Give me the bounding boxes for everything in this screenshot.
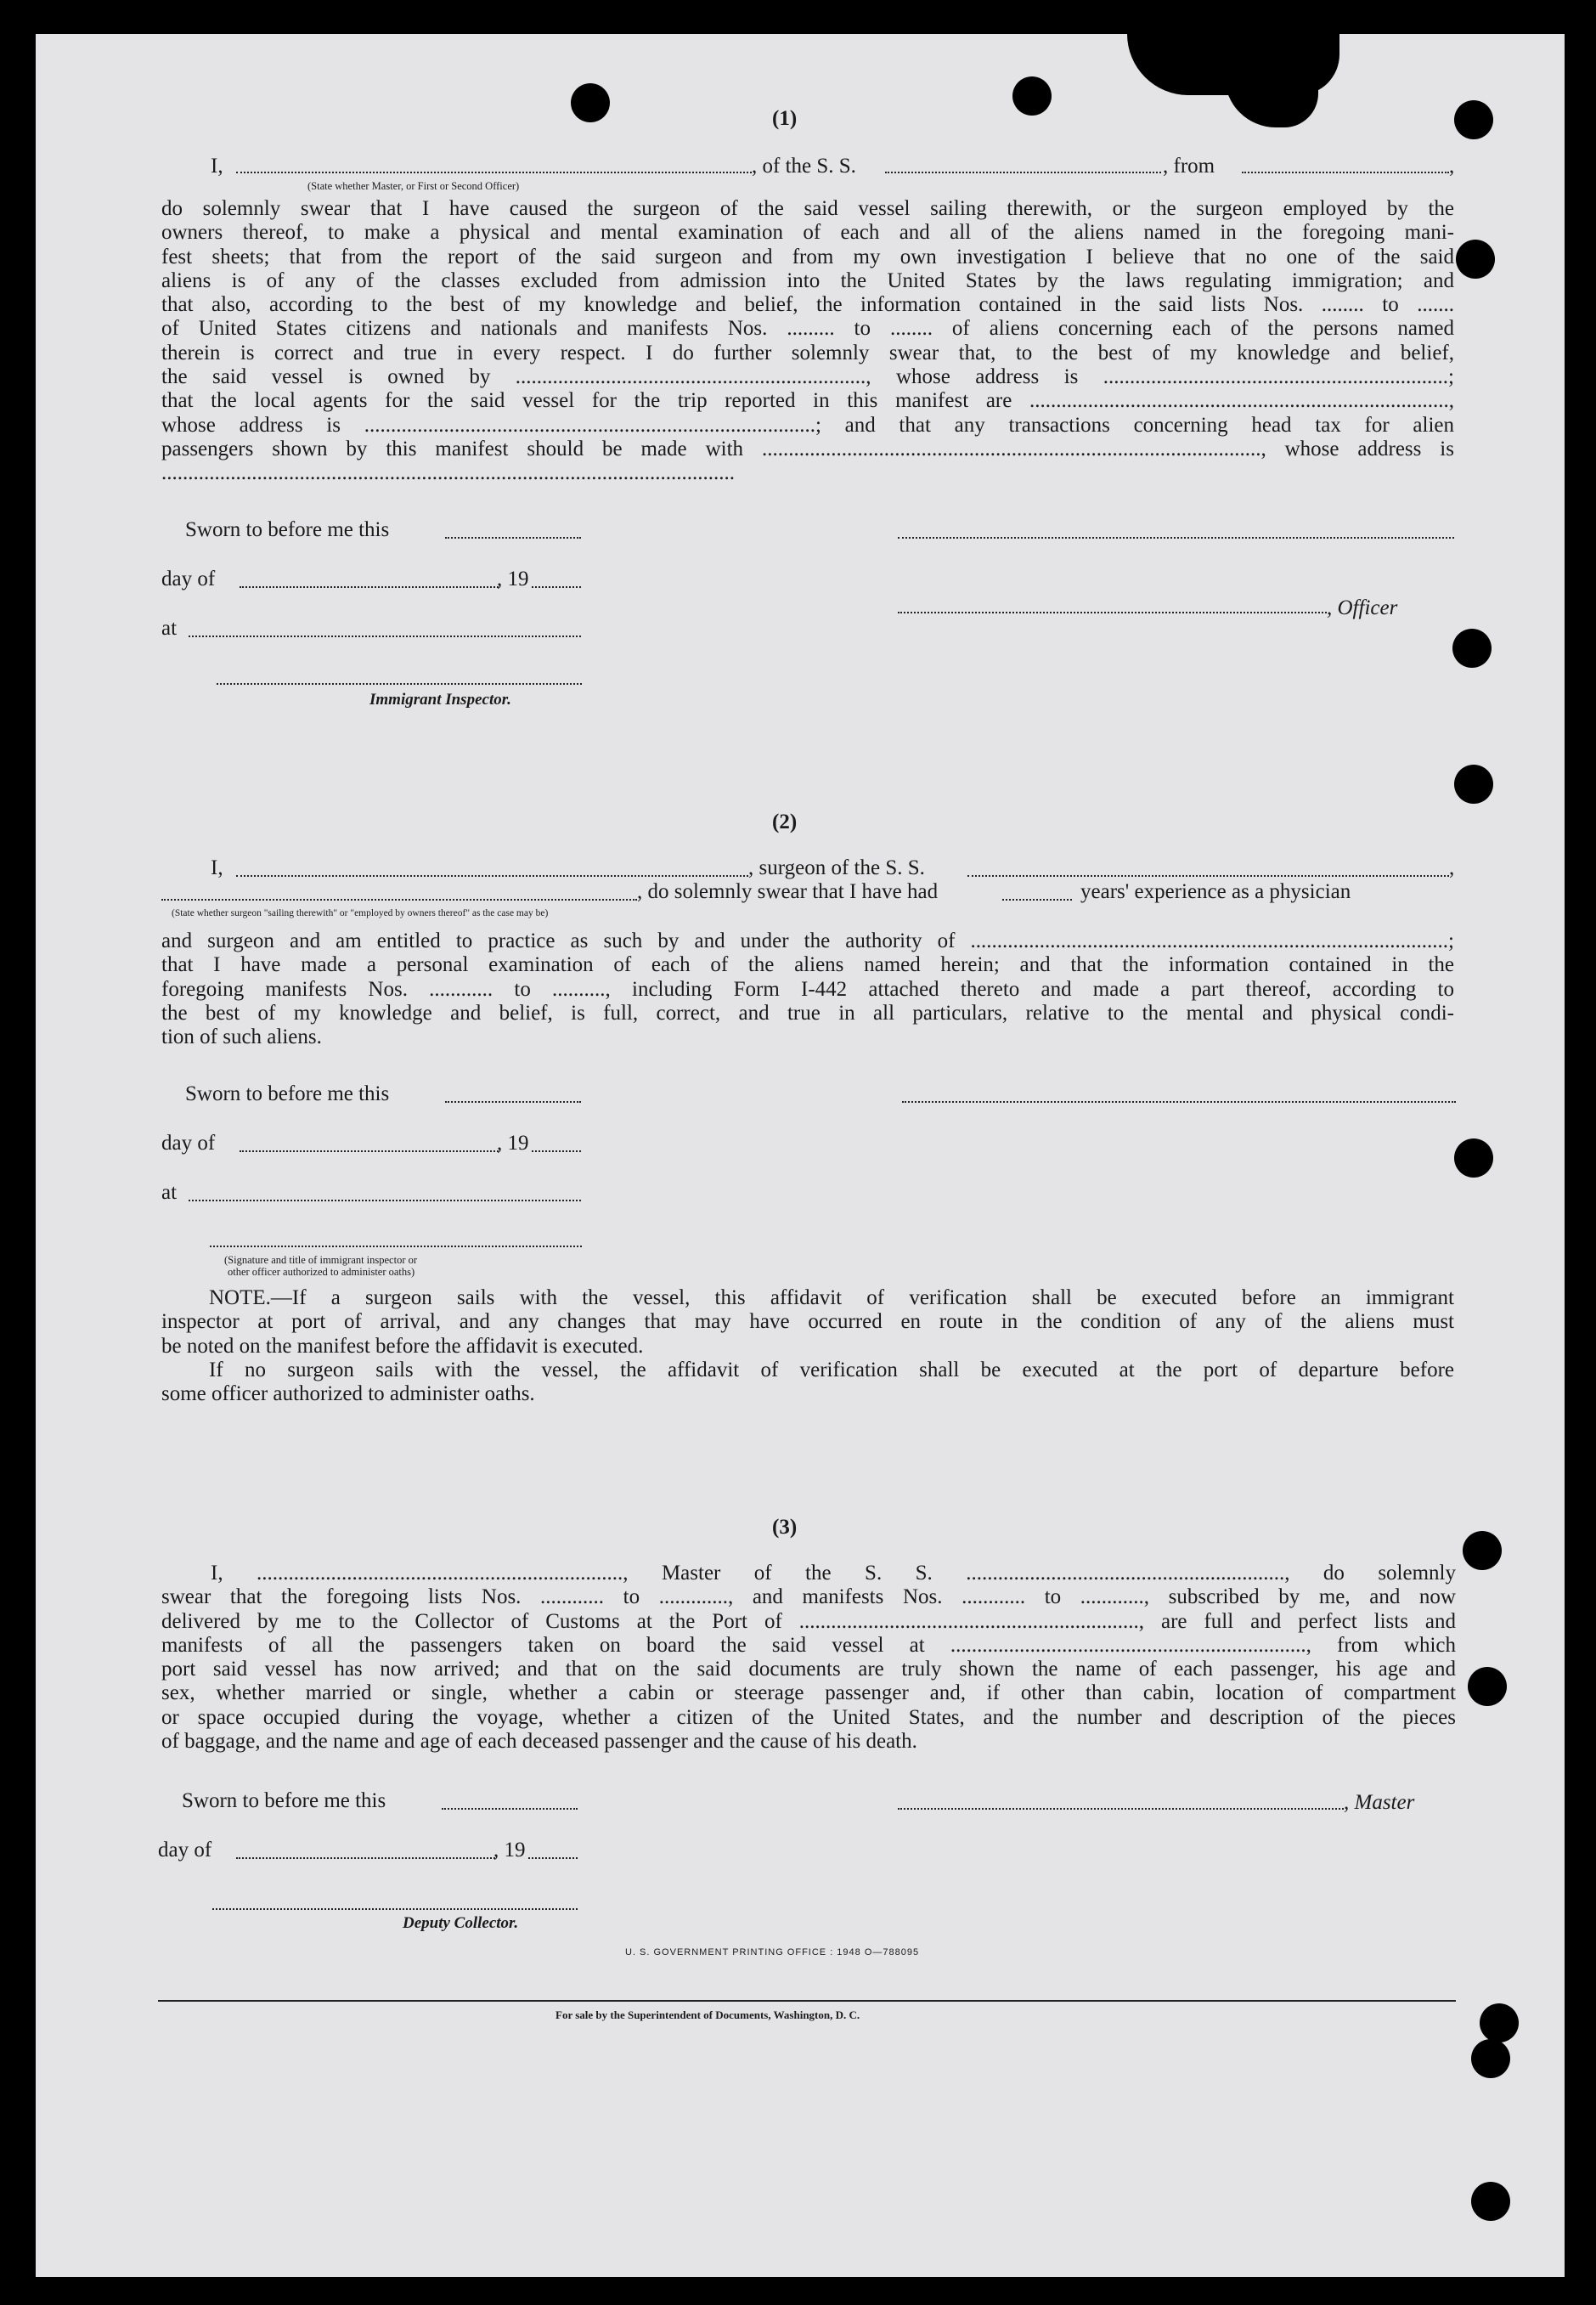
oath-line: that the local agents for the said vessel for the trip reported in this manifest are ..............................................................................., <box>161 389 1454 413</box>
oath-line: port said vessel has now arrived; and that on the said documents are truly shown the name of each passenger, his age and <box>161 1658 1456 1681</box>
day-label: day of <box>158 1839 212 1862</box>
sworn-date-field[interactable] <box>445 537 581 539</box>
oath-line: and surgeon and am entitled to practice as such by and under the authority of ..........................................................................................; <box>161 929 1454 952</box>
oath-text <box>161 929 1454 1049</box>
oath-line: the best of my knowledge and belief, is full, correct, and true in all particulars, relative to the mental and physical condi- <box>161 1001 1454 1025</box>
oath-line: ............................................................................................................ <box>161 461 735 485</box>
oath-line: fest sheets; that from the report of the said surgeon and from my own investigation I believe that no one of the said <box>161 245 1454 268</box>
sworn-label: Sworn to before me this <box>185 518 390 541</box>
day-field[interactable] <box>240 586 499 588</box>
surgeon-status-field[interactable] <box>161 899 637 901</box>
punch-hole <box>1471 2039 1510 2078</box>
oath-text <box>161 197 1454 486</box>
label: I, <box>211 856 223 879</box>
field-note: other officer authorized to administer oaths) <box>228 1266 415 1278</box>
oath-line: that also, according to the best of my knowledge and belief, the information contained in the said lists Nos. ........ to ....... <box>161 293 1454 317</box>
note-line: NOTE.—If a surgeon sails with the vessel, this affidavit of verification shall be executed before an immigrant <box>209 1286 1454 1309</box>
master-label: , Master <box>1344 1791 1415 1814</box>
sworn-date-field[interactable] <box>445 1101 581 1103</box>
label: , surgeon of the S. S. <box>748 856 925 879</box>
oath-line: foregoing manifests Nos. ............ to .........., including Form I-442 attached thereto and made a part thereof, according to <box>161 977 1454 1001</box>
label: years' experience as a physician <box>1080 880 1351 903</box>
oath-line: owners thereof, to make a physical and mental examination of each and all of the aliens named in the foregoing mani- <box>161 221 1454 245</box>
field-note: (State whether surgeon "sailing therewith" or "employed by owners thereof" as the case may be) <box>172 908 549 918</box>
punch-hole <box>1480 2003 1519 2042</box>
at-label: at <box>161 617 178 640</box>
punch-hole <box>1456 240 1495 279</box>
surgeon-name-field[interactable] <box>236 875 748 877</box>
year-field[interactable] <box>532 586 581 588</box>
punch-hole <box>1454 100 1493 139</box>
collector-signature-field[interactable] <box>212 1908 578 1910</box>
document-page <box>36 34 1565 2277</box>
oath-line: the said vessel is owned by .................................................................., whose address is .................................................................; <box>161 365 1454 389</box>
punch-hole <box>1452 629 1492 668</box>
field-note: (State whether Master, or First or Second Officer) <box>307 180 520 192</box>
punch-hole <box>1454 765 1493 804</box>
sworn-label: Sworn to before me this <box>182 1789 386 1812</box>
years-field[interactable] <box>1002 899 1072 901</box>
year-label: , 19 <box>497 568 529 590</box>
year-field[interactable] <box>532 1150 581 1152</box>
master-signature-field[interactable] <box>898 1808 1344 1810</box>
year-label: , 19 <box>497 1132 529 1155</box>
oath-line: tion of such aliens. <box>161 1025 322 1049</box>
inspector-signature-field[interactable] <box>217 683 582 685</box>
oath-line: delivered by me to the Collector of Customs at the Port of ................................................................, are full and perfect lists and <box>161 1609 1456 1633</box>
label: , do solemnly swear that I have had <box>637 880 939 903</box>
note-line: be noted on the manifest before the affidavit is executed. <box>161 1334 644 1358</box>
torn-corner <box>1225 34 1318 127</box>
day-field[interactable] <box>236 1857 495 1859</box>
from-port-field[interactable] <box>1242 172 1449 173</box>
note-text <box>161 1286 1454 1406</box>
place-field[interactable] <box>189 1200 581 1201</box>
oath-line: of baggage, and the name and age of each deceased passenger and the cause of his death. <box>161 1730 917 1754</box>
label: , <box>1449 856 1455 879</box>
label: I, <box>211 155 223 178</box>
at-label: at <box>161 1181 178 1204</box>
oath-line: manifests of all the passengers taken on board the said vessel at ..................................................................., from which <box>161 1633 1456 1657</box>
punch-hole <box>1012 76 1052 116</box>
inspector-label: Immigrant Inspector. <box>369 691 511 709</box>
sworn-label: Sworn to before me this <box>185 1082 390 1105</box>
label: , <box>1449 155 1455 178</box>
vessel-name-field[interactable] <box>967 875 1449 877</box>
section-number: (3) <box>772 1516 798 1539</box>
day-label: day of <box>161 568 216 590</box>
oath-text <box>161 1562 1456 1754</box>
field-note: (Signature and title of immigrant inspector or <box>224 1254 418 1266</box>
punch-hole <box>1454 1138 1493 1178</box>
printing-office-imprint: U. S. GOVERNMENT PRINTING OFFICE : 1948 O—788095 <box>625 1947 920 1958</box>
label: , from <box>1163 155 1215 178</box>
footer-rule <box>158 2000 1456 2002</box>
day-label: day of <box>161 1132 216 1155</box>
vessel-name-field[interactable] <box>885 172 1161 173</box>
place-field[interactable] <box>189 636 581 637</box>
day-field[interactable] <box>240 1150 499 1152</box>
note-line: inspector at port of arrival, and any changes that may have occurred en route in the condition of any of the aliens must <box>161 1310 1454 1334</box>
punch-hole <box>1463 1531 1502 1570</box>
oath-line: or space occupied during the voyage, whether a citizen of the United States, and the number and description of the pieces <box>161 1705 1456 1729</box>
section-number: (1) <box>772 107 798 130</box>
officer-label: , Officer <box>1327 596 1398 619</box>
year-label: , 19 <box>493 1839 526 1862</box>
year-field[interactable] <box>528 1857 578 1859</box>
collector-label: Deputy Collector. <box>403 1914 519 1932</box>
note-line: If no surgeon sails with the vessel, the affidavit of verification shall be executed at the port of departure before <box>209 1358 1454 1381</box>
oath-line: of United States citizens and nationals and manifests Nos. ......... to ........ of aliens concerning each of the persons named <box>161 317 1454 341</box>
oath-line: therein is correct and true in every respect. I do further solemnly swear that, to the best of my knowledge and belief, <box>161 341 1454 364</box>
punch-hole <box>1468 1667 1507 1706</box>
officer-title-field[interactable] <box>236 172 752 173</box>
sworn-date-field[interactable] <box>442 1808 578 1810</box>
note-line: some officer authorized to administer oaths. <box>161 1382 535 1406</box>
punch-hole <box>571 83 610 122</box>
oath-line: aliens is of any of the classes excluded from admission into the United States by the laws regulating immigration; and <box>161 268 1454 292</box>
oath-line: do solemnly swear that I have caused the surgeon of the said vessel sailing therewith, or the surgeon employed by the <box>161 197 1454 220</box>
surgeon-signature-field[interactable] <box>902 1101 1456 1103</box>
oath-line: that I have made a personal examination of each of the aliens named herein; and that the information contained in the <box>161 953 1454 977</box>
oath-line: passengers shown by this manifest should be made with .............................................................................................., whose address is <box>161 437 1454 460</box>
oath-line: sex, whether married or single, whether a cabin or steerage passenger and, if other than cabin, location of compartment <box>161 1681 1456 1705</box>
section-number: (2) <box>772 811 798 833</box>
officer-name-field[interactable] <box>898 612 1327 613</box>
label: , of the S. S. <box>752 155 856 178</box>
sale-notice: For sale by the Superintendent of Documents, Washington, D. C. <box>555 2008 860 2021</box>
oath-line: I, ....................................................................., Master of the S. S. ............................................................, do solemnly <box>211 1562 1456 1585</box>
punch-hole <box>1471 2182 1510 2221</box>
oath-line: whose address is .....................................................................................; and that any transactions concerning head tax for alien <box>161 413 1454 437</box>
inspector-signature-field[interactable] <box>210 1246 582 1247</box>
officer-signature-field[interactable] <box>898 537 1454 539</box>
oath-line: swear that the foregoing lists Nos. ............ to ............., and manifests Nos. ............ to ............, subscribed by me, and now <box>161 1585 1456 1609</box>
